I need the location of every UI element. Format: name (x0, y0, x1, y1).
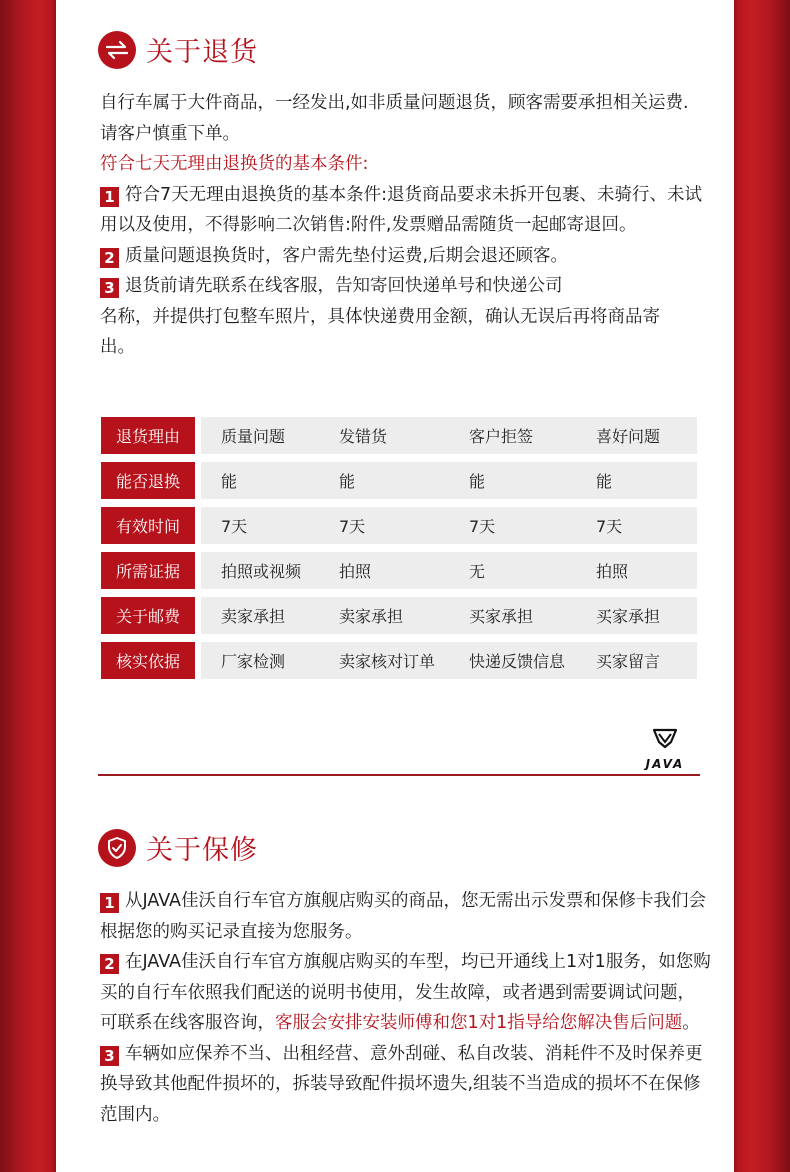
returns-item-3: 3 退货前请先联系在线客服，告知寄回快递单号和快递公司 (100, 271, 706, 302)
table-cell: 7天 (576, 507, 697, 544)
returns-item-2: 2 质量问题退换货时，客户需先垫付运费,后期会退还顾客。 (100, 241, 706, 272)
table-cell: 发错货 (319, 417, 449, 454)
page (56, 0, 734, 1172)
section-divider (98, 774, 700, 776)
logo-text: JAVA (645, 757, 685, 770)
table-cell: 7天 (449, 507, 576, 544)
table-cell: 拍照或视频 (201, 552, 319, 589)
table-cell: 买家留言 (576, 642, 697, 679)
shield-check-icon (98, 829, 136, 867)
table-cell: 客户拒签 (449, 417, 576, 454)
row-label: 关于邮费 (101, 597, 201, 634)
warranty-header (98, 828, 258, 867)
returns-table (101, 417, 697, 679)
returns-header (98, 30, 258, 69)
warranty-item-3: 3 车辆如应保养不当、出租经营、意外刮碰、私自改装、消耗件不及时保养更换导致其他配件损坏的，拆装导致配件损坏遗失,组装不当造成的损坏不在保修范围内。 (100, 1043, 703, 1125)
returns-item-1: 1 符合7天无理由退换货的基本条件:退货商品要求未拆开包裹、未骑行、未试用以及使用，不得影响二次销售:附件,发票赠品需随货一起邮寄退回。 (100, 184, 703, 235)
table-row (101, 552, 697, 589)
returns-title: 关于退货 (146, 37, 258, 68)
table-cell: 7天 (201, 507, 319, 544)
table-cell: 无 (449, 552, 576, 589)
table-cell: 能 (449, 462, 576, 499)
row-label: 退货理由 (101, 417, 201, 454)
table-row (101, 597, 697, 634)
table-cell: 7天 (319, 507, 449, 544)
table-cell: 能 (576, 462, 697, 499)
table-cell: 质量问题 (201, 417, 319, 454)
warranty-item-2: 2 在JAVA佳沃自行车官方旗舰店购买的车型，均已开通线上1对1服务，如您购买的自行车依照我们配送的说明书使用，发生故障，或者遇到需要调试问题，可联系在线客服咨询，客服会安排安装师傅和您1对1指导给您解决售后问题。 (100, 952, 711, 1033)
returns-intro: 自行车属于大件商品，一经发出,如非质量问题退货，顾客需要承担相关运费.请客户慎重下单。 (100, 93, 689, 144)
table-row (101, 642, 697, 679)
table-cell: 喜好问题 (576, 417, 697, 454)
table-cell: 买家承担 (449, 597, 576, 634)
warranty-item-1: 1 从JAVA佳沃自行车官方旗舰店购买的商品，您无需出示发票和保修卡我们会根据您的购买记录直接为您服务。 (100, 891, 707, 942)
returns-item-3-cont: 名称，并提供打包整车照片，具体快递费用金额，确认无误后再将商品寄出。 (100, 306, 660, 357)
row-label: 核实依据 (101, 642, 201, 679)
returns-body (100, 88, 706, 363)
returns-conditions-heading: 符合七天无理由退换货的基本条件: (100, 154, 369, 174)
table-row (101, 417, 697, 454)
row-label: 有效时间 (101, 507, 201, 544)
table-cell: 厂家检测 (201, 642, 319, 679)
table-row (101, 462, 697, 499)
table-cell: 快递反馈信息 (449, 642, 576, 679)
table-cell: 拍照 (319, 552, 449, 589)
table-cell: 能 (319, 462, 449, 499)
exchange-arrows-icon (98, 31, 136, 69)
warranty-body (100, 886, 712, 1130)
table-row (101, 507, 697, 544)
table-cell: 卖家承担 (319, 597, 449, 634)
table-cell: 卖家承担 (201, 597, 319, 634)
table-cell: 买家承担 (576, 597, 697, 634)
row-label: 所需证据 (101, 552, 201, 589)
table-cell: 拍照 (576, 552, 697, 589)
warranty-title: 关于保修 (146, 835, 258, 866)
table-cell: 卖家核对订单 (319, 642, 449, 679)
java-logo (630, 726, 700, 770)
warranty-highlight: 客服会安排安装师傅和您1对1指导给您解决售后问题 (275, 1013, 683, 1033)
table-cell: 能 (201, 462, 319, 499)
row-label: 能否退换 (101, 462, 201, 499)
